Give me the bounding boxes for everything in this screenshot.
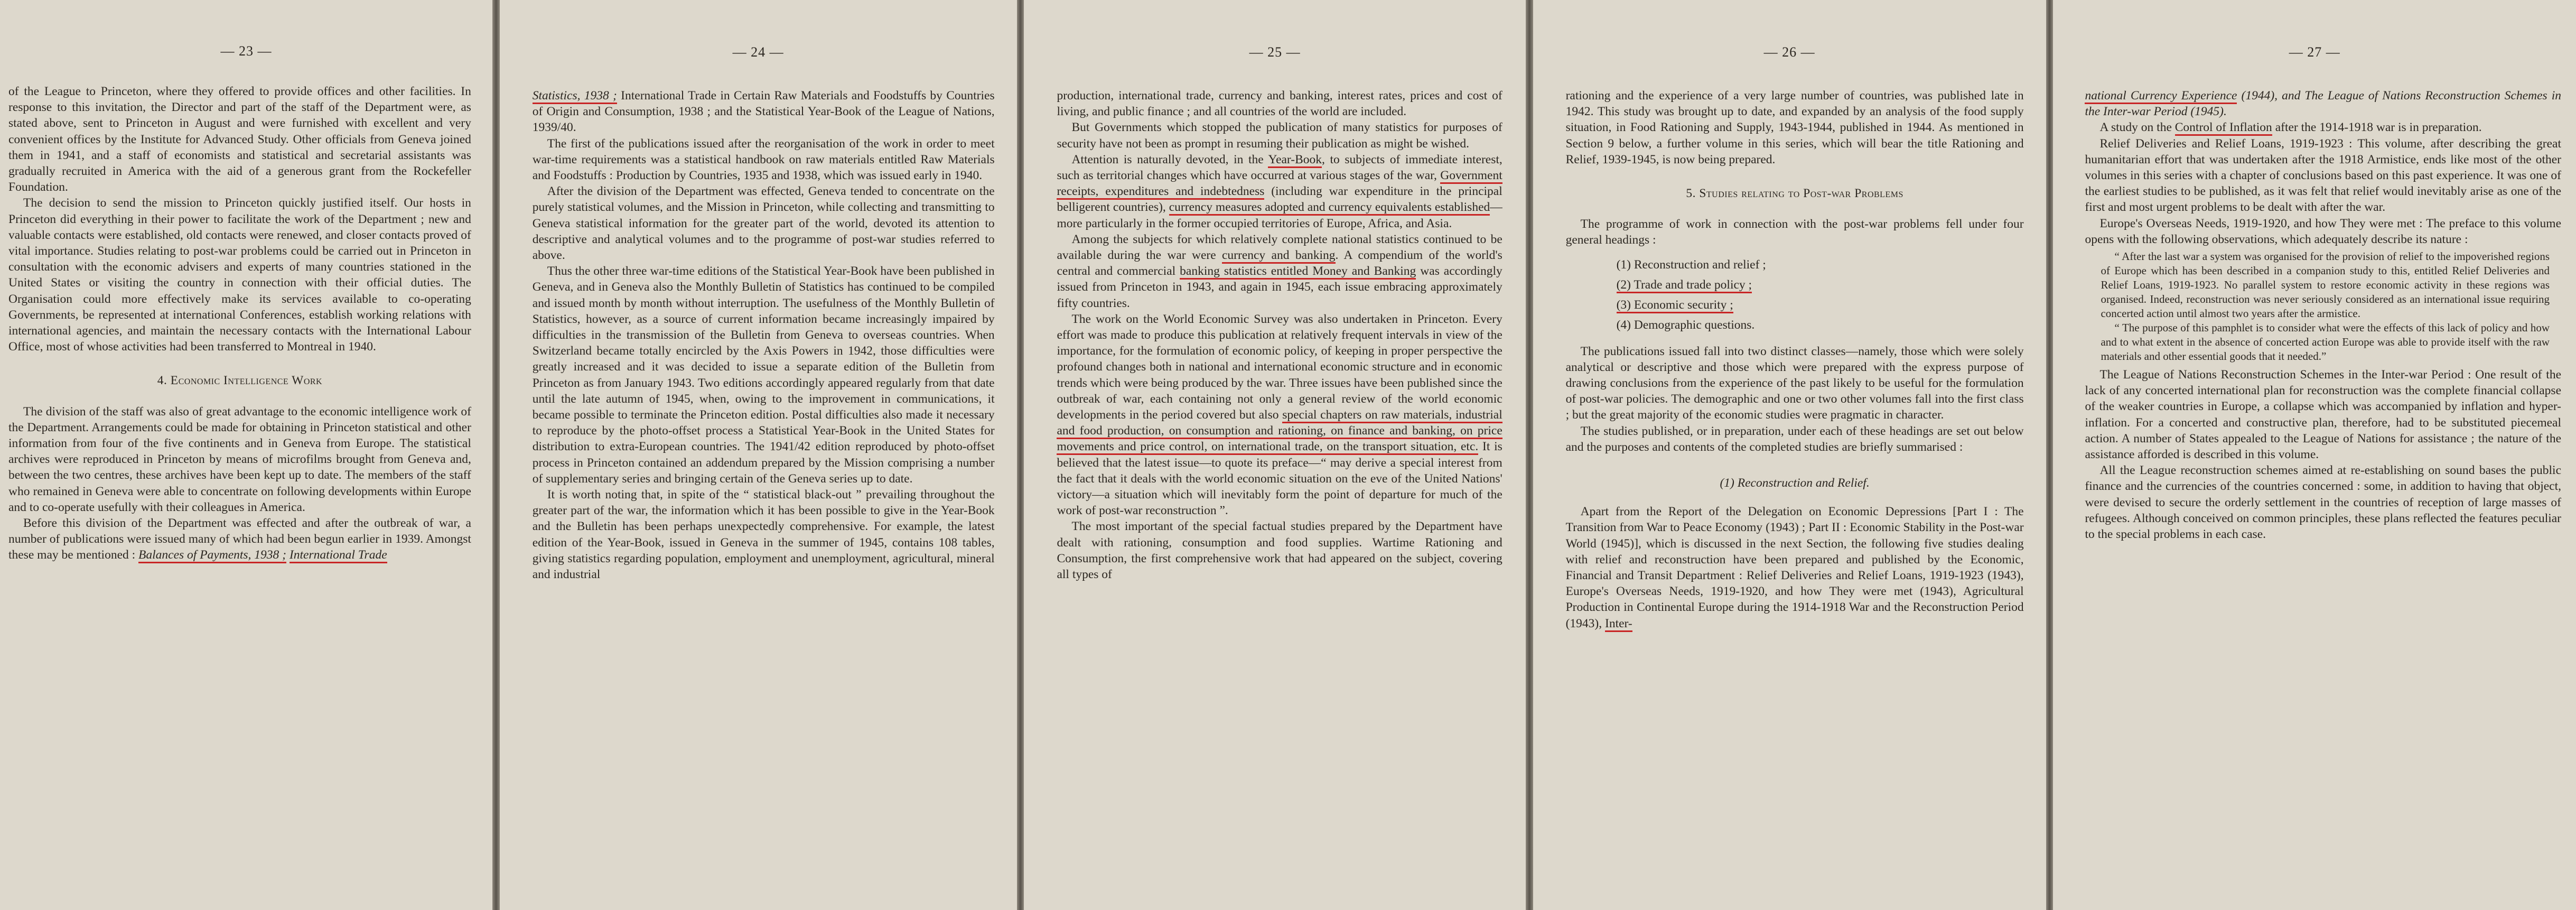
paragraph: [1057, 152, 1502, 231]
underlined-phrase: banking statistics entitled Money and Banking: [1180, 264, 1416, 280]
page-26: [1533, 0, 2046, 910]
underlined-phrase: Government receipts, expenditures and indebtedness: [1057, 169, 1502, 200]
text: (including war expenditure in the principal belligerent countries),: [1057, 184, 1502, 215]
paragraph-text: International Trade in Certain Raw Materials and Foodstuffs by Countries of Origin and Consumption, 1938 ; and the Statistical Year-Book of the League of Nations, 1939/40.: [532, 89, 995, 135]
underlined-phrase: Inter-: [1605, 617, 1632, 632]
underlined-title: Statistics, 1938 ;: [533, 89, 617, 104]
page-gutter: [2046, 0, 2054, 910]
page-gutter: [492, 0, 500, 910]
paragraph: [1057, 231, 1502, 311]
underlined-phrase: currency and banking: [1222, 248, 1336, 264]
subsection-heading: (1) Reconstruction and Relief.: [1720, 476, 1870, 490]
paragraph: But Governments which stopped the publication of many statistics for purposes of security have not been as prompt in resuming their publication as might be wished.: [1057, 120, 1502, 151]
page-body: [1057, 88, 1502, 582]
page-body: [2085, 88, 2561, 542]
page-number: — 24 —: [732, 44, 784, 60]
list-item: (1) Reconstruction and relief ;: [1616, 257, 1766, 272]
page-gutter: [1526, 0, 1533, 910]
text: , to subjects of immediate interest, such as territorial changes which have occurred at various stages of the war,: [1057, 152, 1502, 183]
paragraph: The decision to send the mission to Princeton quickly justified itself. Our hosts in Princeton did everything in their power to facilitate the work of the Department ; new and valuable contacts were established, old contacts were renewed, and closer contacts proved of vital importance. Studies relating to post-war problems could be carried out in Princeton in consultation with the economic advisers and experts of many countries stationed in the United States or visiting the country in connection with their official duties. The Organisation could more effectively make its services available to co-operating Governments, be represented at international Conferences, establish working relations with international agencies, and maintain the necessary contacts with the International Labour Office, most of whose activities had been transferred to Montreal in 1940.: [8, 196, 471, 354]
underlined-title: national Currency Experience: [2085, 89, 2237, 104]
text: Among the subjects for which relatively complete national statistics continued to be available during the war were: [1057, 232, 1502, 263]
paragraph: [2085, 88, 2561, 119]
text: . A compendium of the world's central and commercial: [1057, 248, 1502, 278]
paragraph: After the division of the Department was effected, Geneva tended to concentrate on the purely statistical volumes, and the Mission in Princeton, while collecting and transmitting to Geneva statistical information for the greater part of the world, devoted its attention to descriptive and analytical volumes and to the programme of post-war studies referred to above.: [532, 184, 995, 263]
underlined-title: International Trade: [290, 548, 387, 563]
paragraph: All the League reconstruction schemes aimed at re-establishing on sound bases the public finance and the currencies of the countries concerned : some, in addition to having that object, were devised to secure the orderly settlement in the countries of reception of large masses of refugees. Although conceived on common principles, these plans reflected the features peculiar to the special problems in each case.: [2085, 463, 2562, 542]
paragraph: The League of Nations Reconstruction Schemes in the Inter-war Period : One result of the lack of any concerted international plan for reconstruction was the complete financial collapse of the weaker countries in Europe, a collapse which was accompanied by inflation and hyper-inflation. For a concerted and constructive plan, therefore, had to be substituted piecemeal action. A number of States appealed to the League of Nations for assistance ; the nature of the assistance afforded is described in this volume.: [2085, 368, 2562, 462]
underlined-phrase: Year-Book: [1268, 153, 1322, 168]
list-item: [1617, 275, 2024, 295]
list-item: [1617, 295, 2024, 315]
page-body: [533, 88, 995, 582]
paragraph: It is worth noting that, in spite of the “ statistical black-out ” prevailing throughout the greater part of the war, the information which it has been possible to give in the Year-Book and the Bulletin has been perhaps unexpectedly comprehensive. For example, the latest edition of the Year-Book, issued in Geneva in the summer of 1945, contains 108 tables, giving statistics regarding population, employment and unemployment, agricultural, mineral and industrial: [532, 488, 995, 582]
page-body: [1566, 88, 2024, 632]
paragraph: The most important of the special factual studies prepared by the Department have dealt with rationing, consumption and food supplies. Wartime Rationing and Consumption, the first comprehensive work that had appeared on the subject, covering all types of: [1057, 519, 1502, 582]
underlined-list-item: (2) Trade and trade policy ;: [1617, 278, 1752, 293]
page-24: [500, 0, 1017, 910]
paragraph: The publications issued fall into two distinct classes—namely, those which were solely analytical or descriptive and those which were prepared with the express purpose of drawing conclusions from the experience of the past likely to be useful for the formulation of post-war policies. The demographic and one or two other volumes fall into the first class ; but the great majority of the economic studies were pragmatic in character.: [1565, 344, 2024, 422]
paragraph: The division of the staff was also of great advantage to the economic intelligence work of the Department. Arrangements could be made for obtaining in Princeton statistical and other information from four of the five continents and in Geneva from Europe. The statistical archives were reproduced in Princeton by means of microfilms brought from Geneva and, between the two centres, these archives have been kept up to date. The members of the staff who remained in Geneva were able to concentrate on following developments within Europe and to co-operate usefully with their colleagues in America.: [8, 404, 471, 514]
page-body: [8, 83, 471, 563]
paragraph: The first of the publications issued after the reorganisation of the work in order to meet war-time requirements was a statistical handbook on raw materials entitled Raw Materials and Foodstuffs : Production by Countries, 1935 and 1938, which was issued early in 1940.: [532, 136, 995, 183]
paragraph: [533, 88, 995, 136]
underlined-list-item: (3) Economic security ;: [1617, 298, 1733, 313]
list-item: (4) Demographic questions.: [1616, 318, 1755, 332]
paragraph: [8, 515, 471, 563]
paragraph: of the League to Princeton, where they offered to provide offices and other facilities. In response to this invitation, the Director and part of the staff of the Department were, as stated above, sent to Princeton in August and were furnished with excellent and very convenient offices by the Institute for Advanced Study. Other officials from Geneva joined them in 1941, and a staff of economists and statistical and secretarial assistants was gradually recruited in America with the aid of a generous grant from the Rockefeller Foundation.: [8, 85, 471, 194]
text: Attention is naturally devoted, in the: [1071, 152, 1268, 166]
page-27: [2053, 0, 2576, 910]
paragraph: [1566, 504, 2024, 632]
text: (1944), and The League of Nations Reconstruction Schemes in the Inter-war Period (1945).: [2085, 89, 2562, 119]
text: A study on the: [2099, 120, 2175, 135]
text: Apart from the Report of the Delegation on Economic Depressions [Part I : The Transition from War to Peace Economy (1943) ; Part II : Economic Stability in the Post-war World (1945)], which is discussed in the next Section, the following five studies dealing with relief and reconstruction have been prepared and published by the Economic, Financial and Transit Department : Relief Deliveries and Relief Loans, 1919-1923 (1943), Europe's Overseas Needs, 1919-1920, and how They were met (1943), Agricultural Production in Continental Europe during the 1914-1918 War and the Reconstruction Period (1943),: [1565, 505, 2024, 630]
paragraph: Relief Deliveries and Relief Loans, 1919-1923 : This volume, after describing the great humanitarian effort that was undertaken after the 1918 Armistice, ends like most of the other volumes in this series with a chapter of conclusions based on this past experience. It was one of the earliest studies to be published, as it was felt that relief would inevitably arise as one of the first and most urgent problems to be dealt with after the war.: [2085, 136, 2562, 215]
paragraph-text: Before this division of the Department was effected and after the outbreak of war, a number of publications were issued many of which had been begun earlier in 1939. Amongst these may be mentioned :: [8, 516, 471, 562]
section-heading: 5. Studies relating to Post-war Problems: [1686, 187, 1903, 201]
quote-paragraph: “ After the last war a system was organised for the provision of relief to the impoverished regions of Europe which has been described in a companion study to this, entitled Relief Deliveries and Relief Loans, 1919-1923. No parallel system to restore economic activity in these regions was organised. Indeed, reconstruction was never seriously considered as an international issue requiring concerted action until almost two years after the armistice.: [2101, 250, 2550, 320]
paragraph: The programme of work in connection with the post-war problems fell under four general headings :: [1565, 217, 2024, 247]
underlined-title: Balances of Payments, 1938 ;: [138, 548, 286, 563]
text: was accordingly issued from Princeton in 1943, and again in 1945, each issue embracing approximately fifty countries.: [1057, 264, 1502, 310]
text: The work on the World Economic Survey was also undertaken in Princeton. Every effort was made to produce this publication at relatively frequent intervals in view of the importance, for the formulation of economic policy, of keeping in proper perspective the profound changes both in national and international economic structure and in economic trends which were being produced by the war. Three issues have been published since the outbreak of war, each containing not only a general review of the world economic developments in the period covered but also: [1057, 312, 1502, 422]
paragraph: Europe's Overseas Needs, 1919-1920, and how They were met : The preface to this volume opens with the following observations, which adequately describe its nature :: [2085, 216, 2562, 246]
page-number: — 25 —: [1249, 44, 1301, 60]
text: It is believed that the latest issue—to quote its preface—“ may derive a special interest from the fact that it deals with the world economic situation on the eve of the United Nations' victory—a situation which will inevitably form the point of departure for much of the work of post-war reconstruction ”.: [1057, 440, 1502, 518]
page-number: — 27 —: [2289, 44, 2340, 60]
underlined-phrase: special chapters on raw materials, industrial and food production, on consumption and rationing, on finance and banking, on price movements and price control, on international trade, on the transport situation, etc.: [1057, 408, 1502, 455]
heading-list: [1566, 255, 2024, 335]
section-heading: 4. Economic Intelligence Work: [157, 374, 323, 388]
text: after the 1914-1918 war is in preparation.: [2272, 120, 2482, 135]
page-23: [0, 0, 492, 910]
underlined-phrase: currency measures adopted and currency equivalents established: [1169, 200, 1490, 216]
page-gutter: [1017, 0, 1024, 910]
page-number: — 26 —: [1763, 44, 1815, 60]
underlined-title: Control of Inflation: [2175, 120, 2272, 136]
paragraph: The studies published, or in preparation, under each of these headings are set out below and the purposes and contents of the completed studies are briefly summarised :: [1565, 424, 2024, 454]
paragraph: Thus the other three war-time editions of the Statistical Year-Book have been published in Geneva, and in Geneva also the Monthly Bulletin of Statistics has continued to be compiled and issued month by month without interruption. The usefulness of the Monthly Bulletin of Statistics, however, as a source of current information became increasingly impaired by difficulties in the transmission of the Bulletin from Geneva to overseas countries. When Switzerland became totally encircled by the Axis Powers in 1942, those difficulties were greatly increased and it was decided to issue a separate edition of the Bulletin from Princeton as from January 1943. Two editions accordingly appeared regularly from that date until the late autumn of 1945, when, owing to the improvement in communications, it became possible to terminate the Princeton edition. Postal difficulties also made it necessary to reproduce by the photo-offset process a Statistical Year-Book in the United States for distribution to extra-European countries. The 1941/42 edition reproduced by photo-offset process in Princeton contained an addendum prepared by the Mission comprising a number of supplementary series and bringing certain of the Geneva series up to date.: [532, 264, 995, 486]
page-25: [1024, 0, 1525, 910]
text: —more particularly in the former occupied territories of Europe, Africa, and Asia.: [1057, 200, 1502, 230]
paragraph: production, international trade, currency and banking, interest rates, prices and cost of living, and public finance ; and all countries of the world are included.: [1057, 89, 1502, 119]
block-quote: [2085, 249, 2561, 364]
paragraph: [2085, 119, 2561, 135]
paragraph: rationing and the experience of a very large number of countries, was published late in 1942. This study was brought up to date, and expanded by an analysis of the food supply situation, in Food Rationing and Supply, 1943-1944, published in 1944. As mentioned in Section 9 below, a further volume in this series, which will bear the title Rationing and Relief, 1939-1945, is now being prepared.: [1565, 89, 2024, 166]
quote-paragraph: “ The purpose of this pamphlet is to consider what were the effects of this lack of policy and how and to what extent in the absence of concerted action Europe was able to provide itself with the raw materials and other essential goods that it needed.”: [2101, 321, 2550, 363]
paragraph: [1057, 311, 1502, 519]
page-number: — 23 —: [220, 43, 272, 59]
